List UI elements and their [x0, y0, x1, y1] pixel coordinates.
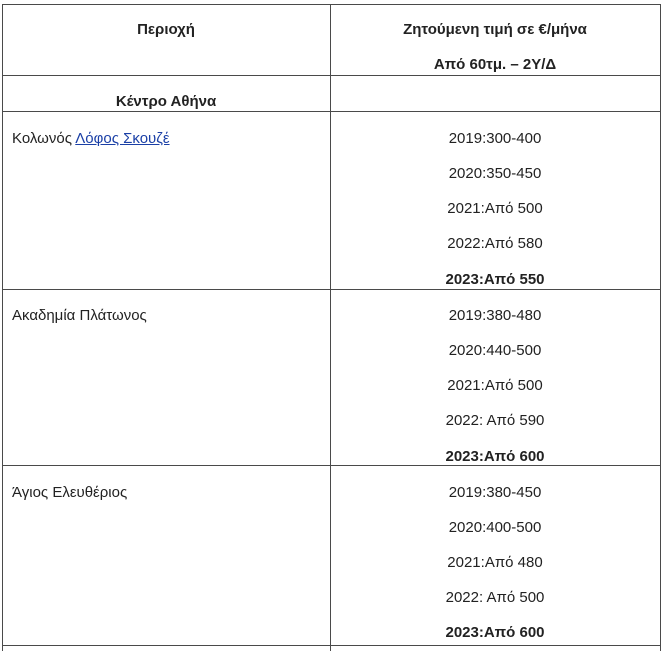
- row-divider: [2, 465, 661, 466]
- price-2023: 2023:Από 600: [445, 448, 545, 465]
- header-area: Περιοχή: [137, 21, 195, 38]
- price-2019: 2019:300-400: [448, 130, 542, 147]
- price-2021: 2021:Από 480: [447, 554, 543, 571]
- price-2019: 2019:380-450: [448, 484, 542, 501]
- column-divider: [330, 4, 331, 651]
- area-name: [12, 130, 170, 147]
- header-price-subtitle: Από 60τμ. – 2Υ/Δ: [433, 56, 557, 73]
- area-name: Ακαδημία Πλάτωνος: [12, 307, 147, 324]
- price-2019: 2019:380-480: [448, 307, 542, 324]
- price-2023: 2023:Από 600: [445, 624, 545, 641]
- area-link[interactable]: Λόφος Σκουζέ: [75, 130, 170, 147]
- price-2020: 2020:350-450: [448, 165, 542, 182]
- price-2023: 2023:Από 550: [445, 271, 545, 288]
- table-border-top: [2, 4, 661, 5]
- table-border-left: [2, 4, 3, 651]
- price-2020: 2020:400-500: [448, 519, 542, 536]
- row-divider: [2, 75, 661, 76]
- price-2021: 2021:Από 500: [447, 200, 543, 217]
- price-2022: 2022:Από 580: [447, 235, 543, 252]
- table-border-right: [660, 4, 661, 651]
- price-2020: 2020:440-500: [448, 342, 542, 359]
- price-2021: 2021:Από 500: [447, 377, 543, 394]
- area-name-text: Κολωνός: [12, 130, 76, 147]
- table-border-bottom: [2, 645, 661, 646]
- header-price-title: Ζητούμενη τιμή σε €/μήνα: [403, 21, 587, 38]
- price-2022: 2022: Από 590: [445, 412, 545, 429]
- row-divider: [2, 111, 661, 112]
- area-name: Άγιος Ελευθέριος: [12, 484, 128, 501]
- section-title: Κέντρο Αθήνα: [115, 93, 217, 110]
- price-2022: 2022: Από 500: [445, 589, 545, 606]
- row-divider: [2, 289, 661, 290]
